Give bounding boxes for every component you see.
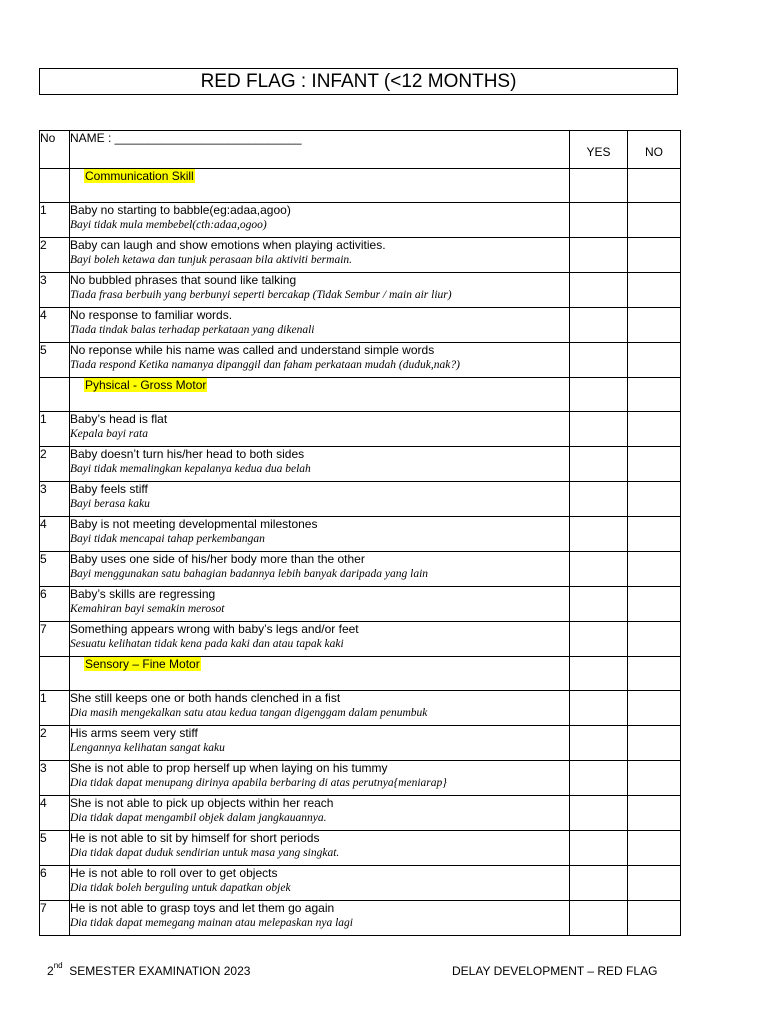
- item-malay-text: Dia tidak dapat mengambil objek dalam jangkauannya.: [70, 812, 327, 824]
- yes-checkbox-cell[interactable]: [570, 831, 628, 866]
- checklist-item-row: [40, 761, 681, 796]
- item-english-text: Something appears wrong with baby’s legs and/or feet: [70, 622, 359, 636]
- item-english-text: Baby can laugh and show emotions when playing activities.: [70, 238, 386, 252]
- no-checkbox-cell[interactable]: [628, 412, 681, 447]
- no-checkbox-cell[interactable]: [628, 343, 681, 378]
- section-title: Pyhsical - Gross Motor: [85, 378, 207, 392]
- item-description: [70, 273, 570, 308]
- item-malay-text: Dia tidak dapat menupang dirinya apabila berbaring di atas perutnya{meniarap}: [70, 777, 447, 789]
- yes-checkbox-cell[interactable]: [570, 447, 628, 482]
- item-malay-text: Lengannya kelihatan sangat kaku: [70, 742, 225, 754]
- item-english-text: He is not able to grasp toys and let them go again: [70, 901, 335, 915]
- section-title-cell: [70, 657, 570, 691]
- item-english-text: No reponse while his name was called and understand simple words: [70, 343, 435, 357]
- header-row: [40, 131, 681, 169]
- item-description: [70, 796, 570, 831]
- item-number: 4: [40, 308, 70, 343]
- item-english-text: She still keeps one or both hands clenched in a fist: [70, 691, 341, 705]
- checklist-item-row: [40, 691, 681, 726]
- item-number: 2: [40, 726, 70, 761]
- name-field[interactable]: NAME : ____________________________: [70, 131, 570, 169]
- item-description: [70, 587, 570, 622]
- item-description: [70, 517, 570, 552]
- no-checkbox-cell[interactable]: [628, 796, 681, 831]
- item-malay-text: Tiada frasa berbuih yang berbunyi seperti bercakap (Tidak Sembur / main air liur): [70, 289, 452, 301]
- section-title-cell: [70, 169, 570, 203]
- yes-checkbox-cell[interactable]: [570, 308, 628, 343]
- item-number: 7: [40, 622, 70, 657]
- item-number: 6: [40, 587, 70, 622]
- no-checkbox-cell[interactable]: [628, 726, 681, 761]
- checklist-item-row: [40, 622, 681, 657]
- item-description: [70, 412, 570, 447]
- yes-checkbox-cell[interactable]: [570, 587, 628, 622]
- item-number: 4: [40, 796, 70, 831]
- item-english-text: Baby’s skills are regressing: [70, 587, 216, 601]
- yes-checkbox-cell[interactable]: [570, 378, 628, 412]
- item-description: [70, 866, 570, 901]
- footer-semester-number: 2: [47, 964, 54, 978]
- item-number: 6: [40, 866, 70, 901]
- checklist-item-row: [40, 238, 681, 273]
- item-english-text: Baby feels stiff: [70, 482, 148, 496]
- yes-checkbox-cell[interactable]: [570, 901, 628, 936]
- yes-checkbox-cell[interactable]: [570, 273, 628, 308]
- checklist-item-row: [40, 343, 681, 378]
- item-description: [70, 447, 570, 482]
- item-malay-text: Bayi menggunakan satu bahagian badannya lebih banyak daripada yang lain: [70, 568, 429, 580]
- item-english-text: He is not able to sit by himself for short periods: [70, 831, 320, 845]
- section-no-cell: [40, 378, 70, 412]
- item-english-text: Baby’s head is flat: [70, 412, 168, 426]
- no-checkbox-cell[interactable]: [628, 447, 681, 482]
- footer-semester: [47, 961, 251, 978]
- item-english-text: Baby uses one side of his/her body more than the other: [70, 552, 365, 566]
- no-checkbox-cell[interactable]: [628, 482, 681, 517]
- item-number: 3: [40, 761, 70, 796]
- no-checkbox-cell[interactable]: [628, 308, 681, 343]
- item-english-text: He is not able to roll over to get objects: [70, 866, 278, 880]
- checklist-item-row: [40, 308, 681, 343]
- checklist-item-row: [40, 587, 681, 622]
- item-description: [70, 831, 570, 866]
- checklist-item-row: [40, 517, 681, 552]
- no-checkbox-cell[interactable]: [628, 831, 681, 866]
- footer-ordinal-suffix: nd: [53, 961, 63, 970]
- section-header-row: [40, 169, 681, 203]
- item-number: 1: [40, 691, 70, 726]
- item-description: [70, 901, 570, 936]
- page-title: RED FLAG : INFANT (<12 MONTHS): [39, 68, 678, 95]
- item-english-text: Baby doesn’t turn his/her head to both sides: [70, 447, 305, 461]
- item-malay-text: Bayi boleh ketawa dan tunjuk perasaan bila aktiviti bermain.: [70, 254, 353, 266]
- yes-checkbox-cell[interactable]: [570, 622, 628, 657]
- checklist-item-row: [40, 552, 681, 587]
- no-checkbox-cell[interactable]: [628, 378, 681, 412]
- section-no-cell: [40, 657, 70, 691]
- checklist-item-row: [40, 447, 681, 482]
- no-checkbox-cell[interactable]: [628, 169, 681, 203]
- no-checkbox-cell[interactable]: [628, 552, 681, 587]
- yes-checkbox-cell[interactable]: [570, 203, 628, 238]
- item-description: [70, 622, 570, 657]
- item-description: [70, 308, 570, 343]
- checklist-item-row: [40, 901, 681, 936]
- section-header-row: [40, 657, 681, 691]
- item-malay-text: Tiada tindak balas terhadap perkataan yang dikenali: [70, 324, 315, 336]
- no-checkbox-cell[interactable]: [628, 866, 681, 901]
- item-number: 2: [40, 238, 70, 273]
- item-number: 5: [40, 552, 70, 587]
- item-description: [70, 203, 570, 238]
- no-checkbox-cell[interactable]: [628, 761, 681, 796]
- footer-subject: DELAY DEVELOPMENT – RED FLAG: [452, 964, 658, 978]
- section-title-cell: [70, 378, 570, 412]
- section-title: Communication Skill: [85, 169, 194, 183]
- yes-checkbox-cell[interactable]: [570, 657, 628, 691]
- item-english-text: His arms seem very stiff: [70, 726, 198, 740]
- item-english-text: Baby is not meeting developmental milestones: [70, 517, 318, 531]
- no-checkbox-cell[interactable]: [628, 273, 681, 308]
- item-malay-text: Dia masih mengekalkan satu atau kedua tangan digenggam dalam penumbuk: [70, 707, 428, 719]
- item-number: 4: [40, 517, 70, 552]
- yes-checkbox-cell[interactable]: [570, 552, 628, 587]
- item-number: 5: [40, 831, 70, 866]
- item-english-text: She is not able to pick up objects within her reach: [70, 796, 334, 810]
- item-malay-text: Sesuatu kelihatan tidak kena pada kaki dan atau tapak kaki: [70, 638, 344, 650]
- checklist-item-row: [40, 482, 681, 517]
- header-no: No: [40, 131, 70, 169]
- yes-checkbox-cell[interactable]: [570, 691, 628, 726]
- item-malay-text: Bayi berasa kaku: [70, 498, 150, 510]
- item-description: [70, 238, 570, 273]
- no-checkbox-cell[interactable]: [628, 587, 681, 622]
- item-malay-text: Bayi tidak memalingkan kepalanya kedua dua belah: [70, 463, 311, 475]
- item-description: [70, 482, 570, 517]
- no-checkbox-cell[interactable]: [628, 203, 681, 238]
- item-description: [70, 691, 570, 726]
- no-checkbox-cell[interactable]: [628, 622, 681, 657]
- item-english-text: No response to familiar words.: [70, 308, 233, 322]
- checklist-item-row: [40, 273, 681, 308]
- no-checkbox-cell[interactable]: [628, 657, 681, 691]
- header-yes: YES: [570, 131, 628, 169]
- yes-checkbox-cell[interactable]: [570, 796, 628, 831]
- yes-checkbox-cell[interactable]: [570, 761, 628, 796]
- item-english-text: No bubbled phrases that sound like talking: [70, 273, 297, 287]
- item-malay-text: Dia tidak dapat memegang mainan atau melepaskan nya lagi: [70, 917, 353, 929]
- checklist-item-row: [40, 203, 681, 238]
- item-number: 2: [40, 447, 70, 482]
- item-number: 3: [40, 482, 70, 517]
- item-description: [70, 726, 570, 761]
- checklist-item-row: [40, 866, 681, 901]
- item-number: 1: [40, 412, 70, 447]
- checklist-item-row: [40, 726, 681, 761]
- section-header-row: [40, 378, 681, 412]
- item-malay-text: Dia tidak dapat duduk sendirian untuk masa yang singkat.: [70, 847, 340, 859]
- checklist-item-row: [40, 831, 681, 866]
- yes-checkbox-cell[interactable]: [570, 169, 628, 203]
- no-checkbox-cell[interactable]: [628, 901, 681, 936]
- item-malay-text: Dia tidak boleh berguling untuk dapatkan objek: [70, 882, 291, 894]
- checklist-item-row: [40, 796, 681, 831]
- item-malay-text: Kepala bayi rata: [70, 428, 148, 440]
- yes-checkbox-cell[interactable]: [570, 726, 628, 761]
- item-malay-text: Bayi tidak mula membebel(cth:adaa,ogoo): [70, 219, 267, 231]
- item-number: 3: [40, 273, 70, 308]
- footer-semester-text: SEMESTER EXAMINATION 2023: [69, 964, 251, 978]
- item-description: [70, 761, 570, 796]
- item-malay-text: Tiada respond Ketika namanya dipanggil dan faham perkataan mudah (duduk,nak?): [70, 359, 460, 371]
- yes-checkbox-cell[interactable]: [570, 482, 628, 517]
- no-checkbox-cell[interactable]: [628, 517, 681, 552]
- item-malay-text: Bayi tidak mencapai tahap perkembangan: [70, 533, 265, 545]
- item-number: 1: [40, 203, 70, 238]
- yes-checkbox-cell[interactable]: [570, 238, 628, 273]
- section-no-cell: [40, 169, 70, 203]
- yes-checkbox-cell[interactable]: [570, 412, 628, 447]
- yes-checkbox-cell[interactable]: [570, 866, 628, 901]
- no-checkbox-cell[interactable]: [628, 238, 681, 273]
- header-no-col: NO: [628, 131, 681, 169]
- item-number: 5: [40, 343, 70, 378]
- yes-checkbox-cell[interactable]: [570, 517, 628, 552]
- item-description: [70, 343, 570, 378]
- yes-checkbox-cell[interactable]: [570, 343, 628, 378]
- section-title: Sensory – Fine Motor: [85, 657, 200, 671]
- item-english-text: She is not able to prop herself up when laying on his tummy: [70, 761, 388, 775]
- item-number: 7: [40, 901, 70, 936]
- no-checkbox-cell[interactable]: [628, 691, 681, 726]
- item-malay-text: Kemahiran bayi semakin merosot: [70, 603, 225, 615]
- checklist-item-row: [40, 412, 681, 447]
- item-description: [70, 552, 570, 587]
- red-flag-checklist-table: [39, 130, 681, 936]
- item-english-text: Baby no starting to babble(eg:adaa,agoo): [70, 203, 291, 217]
